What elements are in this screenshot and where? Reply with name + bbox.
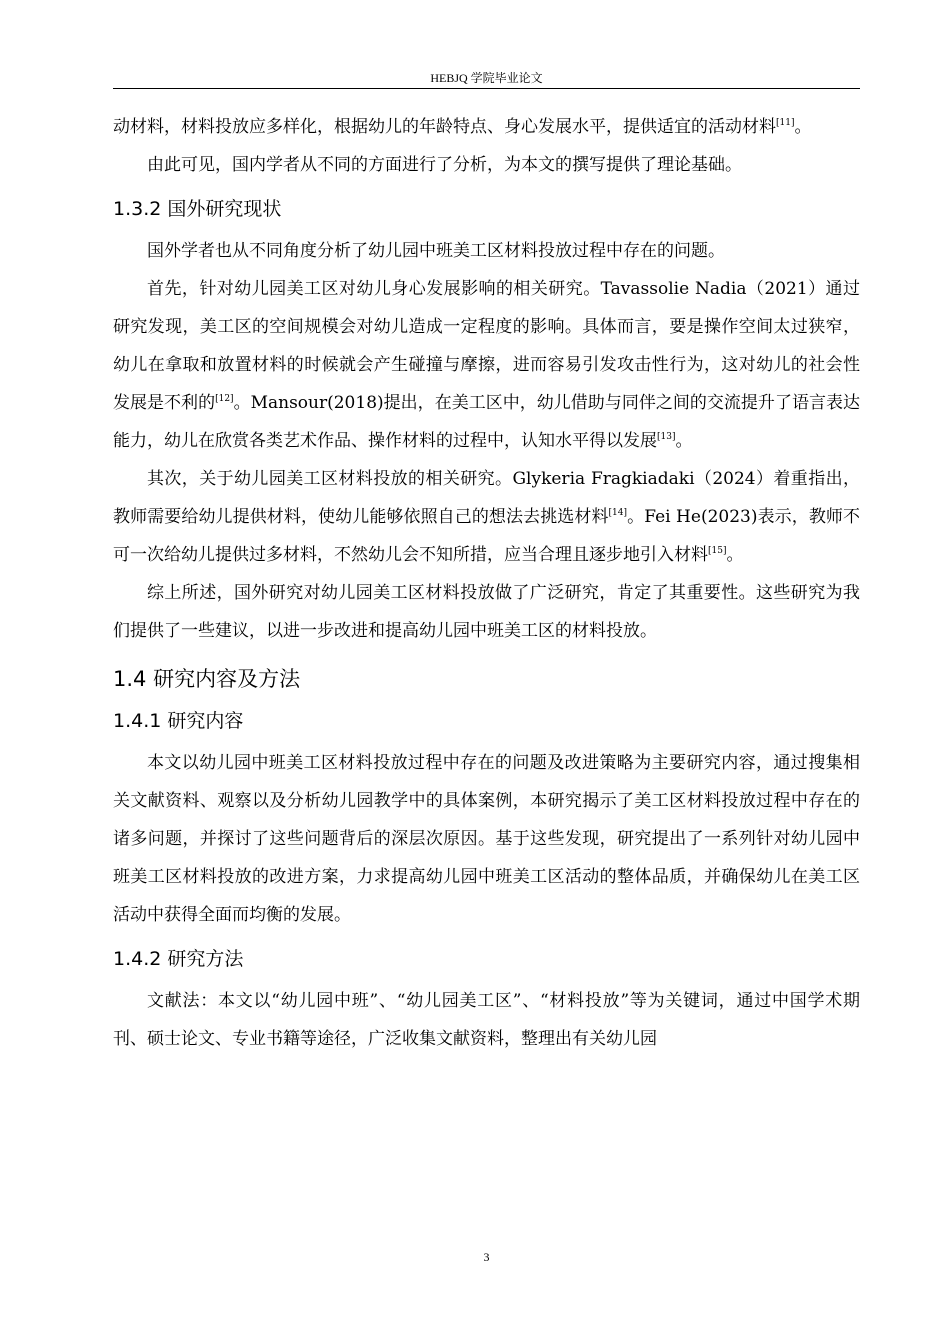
citation-ref: [14]: [608, 508, 628, 518]
paragraph-foreign-second: [113, 460, 860, 574]
paragraph-text: 动材料，材料投放应多样化，根据幼儿的年龄特点、身心发展水平，提供适宜的活动材料: [113, 117, 776, 137]
paragraph-text: 。Fei He(2023)表示，教师不可一次给幼儿提供过多材料，不然幼儿会不知所措，应当合理且逐步地引入材料: [113, 507, 861, 565]
paragraph-continuation: [113, 108, 860, 146]
paragraph-foreign-first: [113, 270, 860, 460]
running-header: HEBJQ 学院毕业论文: [430, 71, 543, 85]
paragraph-foreign-intro: 国外学者也从不同角度分析了幼儿园中班美工区材料投放过程中存在的问题。: [147, 241, 725, 261]
citation-ref: [11]: [776, 118, 795, 128]
header-rule: [113, 88, 860, 89]
paragraph-literature-method: 文献法：本文以“幼儿园中班”、“幼儿园美工区”、“材料投放”等为关键词，通过中国学术期刊、硕士论文、专业书籍等途径，广泛收集文献资料，整理出有关幼儿园: [113, 991, 860, 1049]
paragraph-research-content: 本文以幼儿园中班美工区材料投放过程中存在的问题及改进策略为主要研究内容，通过搜集相关文献资料、观察以及分析幼儿园教学中的具体案例，本研究揭示了美工区材料投放过程中存在的诸多问题，并探讨了这些问题背后的深层次原因。基于这些发现，研究提出了一系列针对幼儿园中班美工区材料投放的改进方案，力求提高幼儿园中班美工区活动的整体品质，并确保幼儿在美工区活动中获得全面而均衡的发展。: [113, 753, 860, 925]
paragraph-foreign-summary: 综上所述，国外研究对幼儿园美工区材料投放做了广泛研究，肯定了其重要性。这些研究为我们提供了一些建议，以进一步改进和提高幼儿园中班美工区的材料投放。: [113, 583, 860, 641]
paragraph-punct: 。: [675, 431, 693, 451]
section-heading-1-3-2: 1.3.2 国外研究现状: [113, 198, 282, 220]
section-heading-1-4-1: 1.4.1 研究内容: [113, 710, 244, 732]
paragraph-punct: 。: [726, 545, 744, 565]
paragraph-summary-domestic: 由此可见，国内学者从不同的方面进行了分析，为本文的撰写提供了理论基础。: [147, 155, 742, 175]
citation-ref: [12]: [215, 394, 234, 404]
paragraph-text: 首先，针对幼儿园美工区对幼儿身心发展影响的相关研究。Tavassolie Nadia（2021）通过研究发现，美工区的空间规模会对幼儿造成一定程度的影响。具体而言，要是操作空间太过狭窄，幼儿在拿取和放置材料的时候就会产生碰撞与摩擦，进而容易引发攻击性行为，这对幼儿的社会性发展是不利的: [113, 279, 860, 413]
paragraph-punct: 。: [794, 117, 812, 137]
section-heading-1-4-2: 1.4.2 研究方法: [113, 948, 244, 970]
paragraph-text: 其次，关于幼儿园美工区材料投放的相关研究。Glykeria Fragkiadaki（2024）着重指出，教师需要给幼儿提供材料，使幼儿能够依照自己的想法去挑选材料: [113, 469, 860, 527]
paragraph-text: 。Mansour(2018)提出，在美工区中，幼儿借助与同伴之间的交流提升了语言表达能力，幼儿在欣赏各类艺术作品、操作材料的过程中，认知水平得以发展: [113, 393, 860, 451]
citation-ref: [15]: [708, 546, 727, 556]
section-heading-1-4: 1.4 研究内容及方法: [113, 667, 301, 691]
page-number: 3: [483, 1250, 490, 1264]
citation-ref: [13]: [657, 432, 676, 442]
page-body: [113, 108, 860, 1058]
